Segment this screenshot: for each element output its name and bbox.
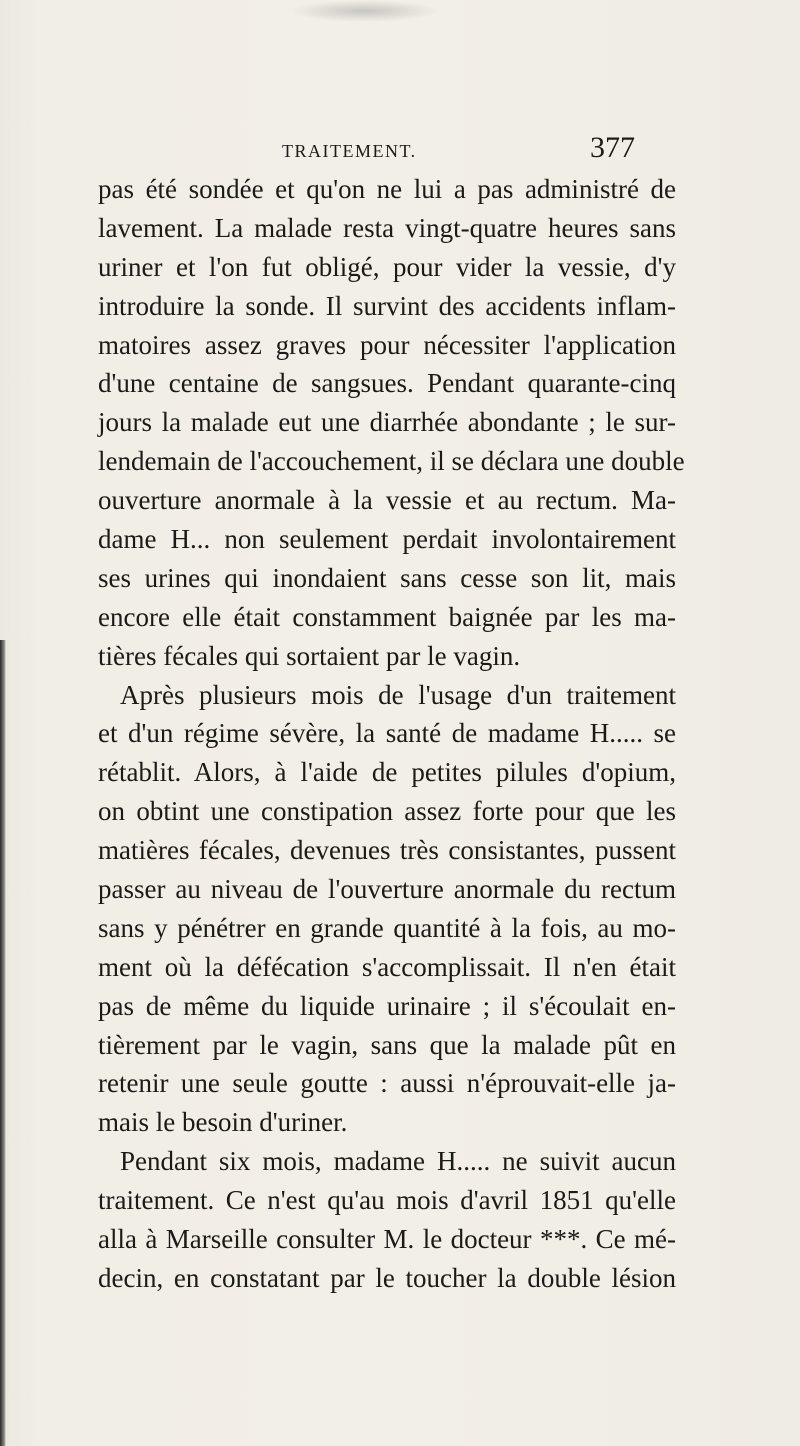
text-line: lavement. La malade resta vingt-quatre heures sans: [98, 212, 676, 243]
text-line: rétablit. Alors, à l'aide de petites pilules d'opium,: [98, 757, 676, 788]
running-title: TRAITEMENT.: [282, 141, 417, 161]
text-line: passer au niveau de l'ouverture anormale du rectum: [98, 874, 676, 905]
text-line: Pendant six mois, madame H..... ne suivit aucun: [120, 1146, 676, 1177]
text-line: lendemain de l'accouchement, il se déclara une double: [98, 446, 685, 477]
text-line: tièrement par le vagin, sans que la malade pût en: [98, 1029, 676, 1060]
text-line: pas de même du liquide urinaire ; il s'écoulait en-: [98, 990, 676, 1021]
text-line: alla à Marseille consulter M. le docteur ***. Ce mé-: [98, 1224, 676, 1255]
body-text: [98, 170, 685, 1298]
text-line: et d'un régime sévère, la santé de madame H..... se: [98, 718, 676, 749]
text-line: Après plusieurs mois de l'usage d'un traitement: [120, 679, 676, 710]
page-edge-shadow: [0, 640, 6, 1446]
text-line: introduire la sonde. Il survint des accidents inflam-: [98, 290, 676, 321]
text-line: tières fécales qui sortaient par le vagin.: [98, 640, 521, 671]
text-line: matières fécales, devenues très consistantes, pussent: [98, 835, 676, 866]
running-head: [282, 131, 682, 165]
text-line: traitement. Ce n'est qu'au mois d'avril 1851 qu'elle: [98, 1185, 676, 1216]
text-line: ment où la défécation s'accomplissait. Il n'en était: [98, 951, 676, 982]
text-line: mais le besoin d'uriner.: [98, 1107, 348, 1138]
text-line: sans y pénétrer en grande quantité à la fois, au mo-: [98, 912, 676, 943]
text-line: d'une centaine de sangsues. Pendant quarante-cinq: [98, 368, 676, 399]
scan-smudge: [290, 0, 440, 22]
text-line: on obtint une constipation assez forte pour que les: [98, 796, 676, 827]
text-line: encore elle était constamment baignée par les ma-: [98, 601, 676, 632]
text-line: retenir une seule goutte : aussi n'éprouvait-elle ja-: [98, 1068, 676, 1099]
text-line: dame H... non seulement perdait involontairement: [98, 524, 676, 555]
text-line: jours la malade eut une diarrhée abondante ; le sur-: [98, 407, 676, 438]
page-number: 377: [590, 131, 635, 164]
text-line: uriner et l'on fut obligé, pour vider la vessie, d'y: [98, 251, 676, 282]
text-line: ses urines qui inondaient sans cesse son lit, mais: [98, 562, 676, 593]
text-line: ouverture anormale à la vessie et au rectum. Ma-: [98, 485, 676, 516]
text-line: pas été sondée et qu'on ne lui a pas administré de: [98, 174, 676, 204]
text-line: decin, en constatant par le toucher la double lésion: [98, 1262, 676, 1293]
text-line: matoires assez graves pour nécessiter l'application: [98, 329, 676, 360]
